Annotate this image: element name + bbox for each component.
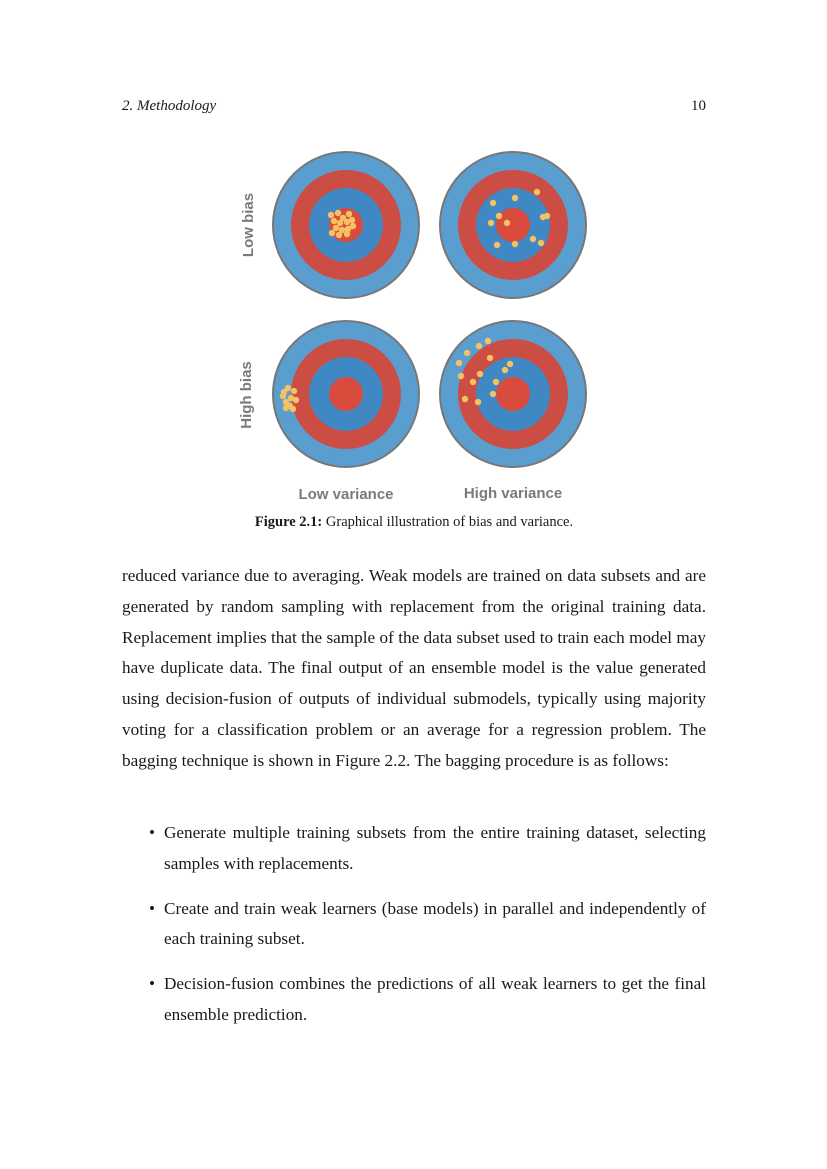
hit-dot [485,338,491,344]
hit-dot [333,225,339,231]
hit-dot [331,218,337,224]
hit-dot [496,213,502,219]
hit-dot [470,379,476,385]
body-paragraph: reduced variance due to averaging. Weak models are trained on data subsets and are generated by random sampling with replacement from the original training data. Replacement implies that the sample of the data subset used to train each model may have duplicate data. The final output of an ensemble model is the value generated using decision-fusion of outputs of individual submodels, typically using majority voting for a classification problem or an average for a regression problem. The bagging technique is shown in Figure 2.2. The bagging procedure is as follows: [122,566,706,770]
hit-dot [464,350,470,356]
hit-dot [507,361,513,367]
row-label-low-bias: Low bias [240,192,257,258]
target-bullseye [496,208,530,242]
hit-dot [329,230,335,236]
bullet-marker: • [149,974,156,994]
col-label-low-variance: Low variance [298,486,394,503]
hit-dot [504,220,510,226]
list-item-text: Decision-fusion combines the predictions of all weak learners to get the final ensemble prediction. [164,974,706,1024]
list-item [122,894,706,956]
page-number: 10 [691,98,706,114]
hit-dot [488,220,494,226]
hit-dot [458,373,464,379]
hit-dot [490,391,496,397]
bagging-procedure-list [122,818,706,1045]
list-item-text: Generate multiple training subsets from the entire training dataset, selecting samples with replacements. [164,823,706,873]
caption-text: Graphical illustration of bias and variance. [322,514,574,530]
hit-dot [293,397,299,403]
hit-dot [534,189,540,195]
hit-dot [344,231,350,237]
hit-dot [350,223,356,229]
hit-dot [512,241,518,247]
hit-dot [512,195,518,201]
target-high-bias-high-variance [440,321,586,467]
hit-dot [328,212,334,218]
hit-dot [291,388,297,394]
hit-dot [493,379,499,385]
hit-dot [335,210,341,216]
body-paragraph-block [122,561,706,777]
list-item [122,969,706,1031]
hit-dot [487,355,493,361]
hit-dot [290,406,296,412]
target-low-bias-low-variance [273,152,419,298]
hit-dot [502,367,508,373]
hit-dot [337,220,343,226]
hit-dot [494,242,500,248]
hit-dot [462,396,468,402]
hit-dot [456,360,462,366]
hit-dot [538,240,544,246]
bullet-marker: • [149,823,156,842]
list-item-text: Create and train weak learners (base models) in parallel and independently of each training subset. [164,898,706,949]
hit-dot [349,217,355,223]
hit-dot [280,393,286,399]
target-bullseye [329,377,363,411]
target-low-bias-high-variance [440,152,586,298]
row-label-high-bias: High bias [238,361,255,429]
caption-label: Figure 2.1: [254,514,323,530]
hit-dot [477,371,483,377]
hit-dot [540,214,546,220]
hit-dot [490,200,496,206]
target-high-bias-low-variance [273,321,419,467]
hit-dot [336,232,342,238]
col-label-high-variance: High variance [463,485,563,502]
hit-dot [530,236,536,242]
hit-dot [346,211,352,217]
running-header [122,98,706,120]
hit-dot [285,385,291,391]
bias-variance-figure [220,140,620,510]
hit-dot [475,399,481,405]
hit-dot [283,405,289,411]
list-item [122,818,706,880]
target-bullseye [496,377,530,411]
bullet-marker: • [149,898,156,918]
chapter-title: 2. Methodology [122,98,217,114]
figure-caption [122,514,706,531]
hit-dot [476,343,482,349]
